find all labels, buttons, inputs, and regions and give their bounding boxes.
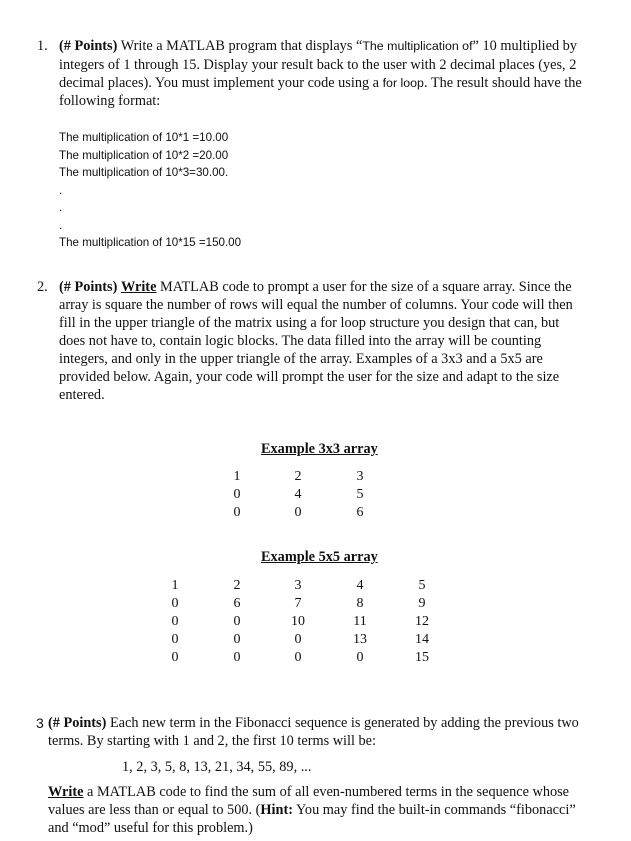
array-cell: 3 xyxy=(294,578,302,593)
array-cell: 2 xyxy=(233,578,241,593)
question-2-points: (# Points) xyxy=(59,279,118,295)
question-1-for-loop: for loop xyxy=(382,75,424,90)
question-3-points: (# Points) xyxy=(48,715,107,731)
output-line: . xyxy=(59,218,63,232)
array-cell: 5 xyxy=(418,578,426,593)
array-cell: 13 xyxy=(353,632,367,647)
output-line: The multiplication of 10*2 =20.00 xyxy=(59,148,229,162)
question-3-task: Write a MATLAB code to find the sum of all even-numbered terms in the sequence whose values are less than or equal to 500. (Hint: You may find the built-in commands “fibonacci” and “mod” useful for this problem.) xyxy=(48,784,576,836)
array-cell: 5 xyxy=(356,487,364,502)
array-cell: 2 xyxy=(294,469,302,484)
array-cell: 14 xyxy=(415,632,429,647)
array-cell: 0 xyxy=(171,596,179,611)
question-2-number: 2. xyxy=(37,279,48,295)
array-cell: 0 xyxy=(233,632,241,647)
array-cell: 0 xyxy=(294,632,302,647)
question-1-text: (# Points) Write a MATLAB program that displays “The multiplication of” 10 multiplied by integers of 1 through 15. Display your result back to the user with 2 decimal places (yes, 2 decimal places). You must implement your code using a for loop. The result should have the following format: xyxy=(59,38,582,109)
array-cell: 8 xyxy=(356,596,364,611)
array-cell: 0 xyxy=(233,505,241,520)
output-line: The multiplication of 10*1 =10.00 xyxy=(59,131,229,144)
example-3x3-caption: Example 3x3 array xyxy=(261,441,378,457)
output-line: The multiplication of 10*15 =150.00 xyxy=(59,236,242,249)
question-3-hint-label: Hint: xyxy=(260,802,293,818)
array-cell: 0 xyxy=(233,650,241,665)
question-3-number: 3 xyxy=(36,715,44,731)
question-1-sample-output xyxy=(59,129,241,252)
question-1-number: 1. xyxy=(37,38,48,54)
question-2-text: (# Points) Write MATLAB code to prompt a user for the size of a square array. Since the array is square the number of rows will equal the number of columns. Your code will then fill in the upper triangle of the matrix using a for loop structure you design that can, but does not have to, contain logic blocks. The data filled into the array will be counting integers, and only in the upper triangle of the array. Examples of a 3x3 and a 5x5 are provided below. Again, your code will prompt the user for the size and adapt to the size entered. xyxy=(59,279,573,403)
array-cell: 1 xyxy=(233,469,241,484)
output-line: The multiplication of 10*3=30.00. xyxy=(59,166,229,179)
question-3-text: (# Points) Each new term in the Fibonacci sequence is generated by adding the previous two terms. By starting with 1 and 2, the first 10 terms will be: xyxy=(48,715,579,749)
array-cell: 11 xyxy=(353,614,367,629)
array-cell: 4 xyxy=(294,487,302,502)
array-cell: 6 xyxy=(356,505,364,520)
array-cell: 0 xyxy=(171,650,179,665)
output-line: . xyxy=(59,201,63,214)
array-cell: 10 xyxy=(291,614,305,629)
question-1-quoted: The multiplication of xyxy=(362,39,473,53)
fibonacci-sequence: 1, 2, 3, 5, 8, 13, 21, 34, 55, 89, ... xyxy=(122,759,312,775)
question-1-points: (# Points) xyxy=(59,38,118,54)
array-cell: 3 xyxy=(356,469,364,484)
question-3-write: Write xyxy=(48,784,84,800)
array-cell: 0 xyxy=(171,632,179,647)
array-cell: 0 xyxy=(233,487,241,502)
array-cell: 4 xyxy=(356,578,364,593)
array-cell: 7 xyxy=(294,596,302,611)
array-cell: 9 xyxy=(418,596,426,611)
array-cell: 0 xyxy=(294,650,302,665)
question-2-write: Write xyxy=(120,279,157,295)
array-cell: 1 xyxy=(171,578,179,593)
array-cell: 0 xyxy=(171,614,179,629)
array-cell: 0 xyxy=(233,614,241,629)
array-cell: 12 xyxy=(415,614,429,629)
example-5x5-caption: Example 5x5 array xyxy=(261,549,378,565)
array-cell: 0 xyxy=(294,505,302,520)
array-cell: 6 xyxy=(233,596,241,611)
output-line: . xyxy=(59,183,63,197)
array-cell: 15 xyxy=(415,650,429,665)
array-cell: 0 xyxy=(356,650,364,665)
